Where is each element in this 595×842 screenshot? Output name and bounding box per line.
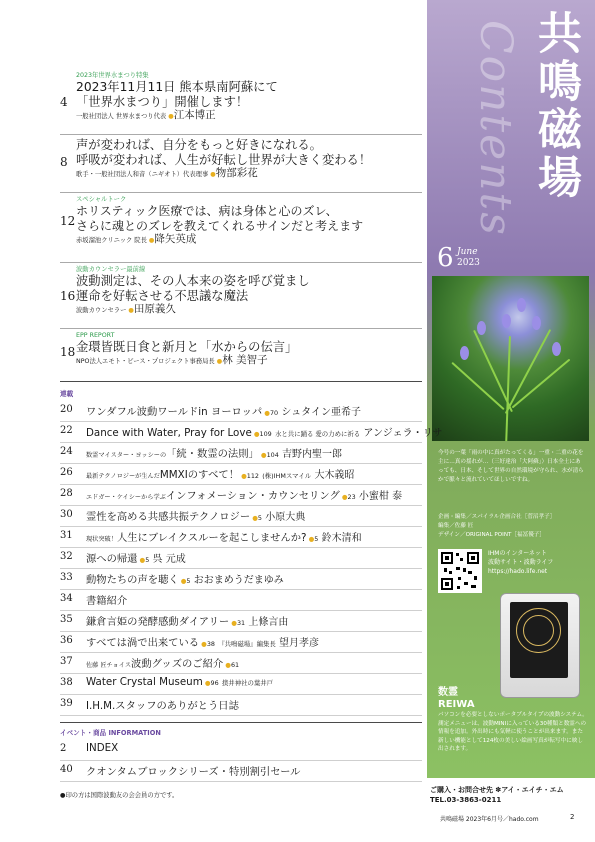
serial-author: 鈴木清和 [321, 533, 362, 544]
feature-title: ホリスティック医療では、病は身体と心のズレ、 [76, 204, 338, 218]
feature-title: 声が変われば、自分をもっと好きになれる。 [76, 138, 322, 152]
product-title [438, 687, 475, 711]
serial-page-number: 28 [60, 488, 73, 499]
member-mark-icon: ● [223, 661, 231, 669]
feature-byline: 歌手・一般社団法人和音（ニギオト）代表理事 ●物部彩花 [76, 167, 258, 179]
serial-row[interactable] [60, 484, 422, 506]
feature-tag: 波動カウンセラー最前線 [76, 266, 146, 273]
serial-page-number: 30 [60, 509, 73, 520]
issue-date [437, 243, 480, 273]
feature-title: 波動測定は、その人本来の姿を呼び覚まし [76, 274, 310, 288]
feature-item[interactable] [76, 332, 297, 367]
issue-number: 6 [437, 243, 454, 273]
serial-row[interactable] [60, 400, 422, 422]
serial-row[interactable] [60, 673, 422, 695]
serial-page-number: 39 [60, 698, 73, 709]
divider [60, 192, 422, 193]
editorial-credits [438, 513, 586, 540]
serial-title: ワンダフル波動ワールドin ヨーロッパ [86, 406, 263, 418]
serial-prefix: 数霊マイスター・ヨッシーの [86, 452, 167, 459]
serial-prefix: 佐藤 匠チョイス [86, 662, 132, 669]
event-section-label: イベント・商品 INFORMATION [60, 729, 161, 737]
serial-row[interactable] [60, 442, 422, 464]
serial-section-label: 連載 [60, 390, 74, 398]
issue-month: June [457, 247, 478, 257]
feature-page-number: 4 [60, 95, 68, 109]
member-mark-icon: ● [202, 679, 211, 687]
feature-byline: 赤坂溜池クリニック 院長 ●降矢英成 [76, 233, 197, 245]
serial-row[interactable] [60, 631, 422, 653]
serial-subtitle: (株)IHMスマイル [262, 472, 312, 480]
feature-item[interactable] [76, 138, 371, 180]
serial-title-line [86, 424, 442, 439]
event-page-number: 40 [60, 764, 73, 775]
member-mark-icon: ● [199, 640, 207, 648]
contact-info [430, 785, 564, 805]
serial-author: シュタイン亜希子 [281, 407, 361, 418]
divider [60, 262, 422, 263]
feature-tag: 2023年世界水まつり特集 [76, 72, 149, 79]
credit-line: 編集／佐藤 匠 [438, 523, 474, 529]
feature-item[interactable] [76, 196, 363, 246]
contact-line: ご購入・お問合せ先 ✽アイ・エイチ・エム [430, 786, 564, 794]
serial-page-number: 36 [60, 635, 73, 646]
member-mark-icon: ● [178, 577, 187, 585]
serial-title-line [86, 571, 284, 586]
serial-title: I.H.M.スタッフのありがとう日誌 [86, 700, 239, 712]
serial-title-line [86, 655, 239, 670]
website-line: IHMのインターネット [488, 550, 547, 557]
serial-page-number: 33 [60, 572, 73, 583]
member-mark-icon: ● [339, 493, 348, 501]
serial-title-line [86, 445, 342, 460]
serial-subtitle: 撲井神社の葉井戸 [221, 679, 274, 687]
feature-title: 「世界水まつり」開催します！ [76, 95, 249, 109]
feature-page-number: 18 [60, 345, 76, 359]
photo-caption: 今号の一葉「雨の中に真がたってくる」一重・二重の花を主に…真の揺れが…（三好達治「大阿蘇」）日本全土にあっても、日本、そして世界の自然環境が守られ、水が清らかで脈々と流れていてほしいですね。 [438, 450, 584, 483]
magazine-title: 共鳴磁場 [530, 10, 581, 202]
issue-year: 2023 [457, 258, 480, 268]
serial-title-line [86, 550, 186, 565]
serial-page-number: 35 [60, 614, 73, 625]
serial-author: 望月孝彦 [279, 638, 320, 649]
member-mark-icon: ● [239, 472, 247, 480]
serial-ref-page: 112 [246, 472, 259, 480]
serial-row[interactable] [60, 421, 443, 443]
serial-row[interactable] [60, 505, 422, 527]
serial-title-line [86, 466, 354, 481]
serial-row[interactable] [60, 589, 422, 611]
website-line: 波動サイト・波動ライフ [488, 559, 554, 566]
feature-page-number: 12 [60, 214, 76, 228]
serial-title-line [86, 529, 362, 544]
member-mark-icon: ● [251, 430, 260, 438]
serial-page-number: 34 [60, 593, 73, 604]
member-mark-icon: ● [262, 409, 270, 417]
serial-author: おおまめうだまゆみ [193, 575, 284, 586]
serial-title: 鎌倉言姫の発酵感動ダイアリー [86, 616, 230, 628]
serial-row[interactable] [60, 463, 422, 485]
product-subtitle: REIWA [438, 699, 475, 710]
member-mark-icon: ● [306, 535, 315, 543]
reiwa-device-image [500, 593, 580, 698]
serial-page-number: 32 [60, 551, 73, 562]
feature-title: 金環皆既日食と新月と「水からの伝言」 [76, 340, 298, 354]
member-mark-icon: ● [137, 556, 146, 564]
serial-page-number: 26 [60, 467, 73, 478]
serial-title-line [86, 487, 402, 502]
serial-author: アンジェラ・リサ [363, 428, 443, 439]
event-row[interactable] [60, 760, 422, 782]
serial-page-number: 24 [60, 446, 73, 457]
feature-title: 運命を好転させる不思議な魔法 [76, 289, 249, 303]
feature-item[interactable] [76, 72, 278, 122]
serial-ref-page: 104 [266, 451, 279, 459]
serial-ref-page: 96 [210, 679, 219, 687]
member-mark-icon: ● [229, 619, 237, 627]
serial-prefix: エドガー・ケイシーから学ぶ [86, 494, 166, 501]
feature-page-number: 8 [60, 155, 68, 169]
cover-flower-photo [432, 276, 589, 441]
feature-byline: 波動カウンセラー ●田原義久 [76, 303, 176, 315]
contents-watermark: Contents [470, 20, 521, 237]
serial-title: インフォメーション・カウンセリング [165, 490, 340, 502]
feature-tag: スペシャルトーク [76, 196, 127, 203]
serial-row[interactable] [60, 568, 422, 590]
serial-title-line [86, 634, 319, 649]
serial-row[interactable] [60, 694, 422, 716]
qr-code[interactable] [438, 549, 482, 593]
serial-author: 小原大典 [265, 512, 306, 523]
product-name: 数霊 [438, 687, 458, 698]
member-mark-icon: ● [258, 451, 267, 459]
serial-page-number: 20 [60, 404, 73, 415]
serial-title-line [86, 697, 239, 712]
contact-tel[interactable]: TEL.03-3863-0211 [430, 796, 502, 804]
feature-byline: NPO法人エモト・ピース・プロジェクト事務局長 ●林 美智子 [76, 354, 268, 366]
serial-author: 大木義昭 [314, 470, 355, 481]
serial-prefix: 最新テクノロジーが生んだ [86, 473, 160, 480]
serial-subtitle: 水と共に踊る 愛の力めに祈る [275, 430, 361, 438]
feature-title: 2023年11月11日 熊本県南阿蘇にて [76, 80, 278, 94]
serial-row[interactable] [60, 610, 422, 632]
page-footer: 共鳴磁場 2023年6月号／hado.com [440, 816, 539, 823]
serial-ref-page: 61 [230, 661, 240, 669]
member-note: ●印の方は国際波動友の会会員の方です。 [60, 792, 179, 799]
serial-title: 動物たちの声を聴く [86, 574, 179, 586]
event-page-number: 2 [60, 743, 67, 754]
serial-author: 吉野内聖一郎 [282, 449, 343, 460]
event-title: クオンタムブロックシリーズ・特別割引セール [86, 766, 301, 778]
serial-title-line [86, 508, 305, 523]
feature-page-number: 16 [60, 289, 76, 303]
feature-item[interactable] [76, 266, 310, 316]
serial-ref-page: 109 [259, 430, 272, 438]
serial-title: 「続・数霊の法則」 [166, 448, 259, 460]
serial-ref-page: 5 [257, 514, 262, 522]
serial-ref-page: 31 [236, 619, 246, 627]
serial-row[interactable] [60, 547, 422, 569]
feature-title: さらに魂とのズレを教えてくれるサインだと考えます [76, 219, 364, 233]
serial-title: 波動グッズのご紹介 [131, 658, 224, 670]
divider [60, 134, 422, 135]
feature-title: 呼吸が変われば、人生が好転し世界が大きく変わる！ [76, 153, 372, 167]
serial-ref-page: 70 [269, 409, 279, 417]
serial-ref-page: 5 [186, 577, 191, 585]
serial-title-line [86, 676, 273, 688]
event-title: INDEX [86, 742, 119, 754]
serial-page-number: 22 [60, 425, 73, 436]
serial-title: 霊性を高める共感共振テクノロジー [86, 511, 251, 523]
serial-ref-page: 5 [314, 535, 319, 543]
serial-title: 書籍紹介 [86, 595, 128, 607]
section-divider [60, 381, 422, 382]
divider [60, 328, 422, 329]
serial-title-line [86, 613, 288, 628]
credit-line: 企画・編集／スパイラル企画合社［菅沼孝子］ [438, 514, 556, 520]
serial-title: Dance with Water, Pray for Love [86, 427, 252, 439]
serial-ref-page: 38 [206, 640, 215, 648]
serial-author: 呉 元成 [152, 554, 186, 565]
serial-title: Water Crystal Museum [86, 676, 203, 688]
serial-page-number: 38 [60, 677, 73, 688]
product-description: パソコンを必要としないポータブルタイプの波動システム。測定メニューは、波動MINIに入っている30種類と数霊への情報を追加。外出時にも気軽に使うことが出来ます。また新しい機能として124枚の美しい絵画写真が転写中に映し出されます。 [438, 712, 588, 752]
serial-title: すべては渦で出来ている [86, 637, 200, 649]
feature-byline: 一般社団法人 世界水まつり代表 ●江本博正 [76, 109, 216, 121]
serial-subtitle: 『共鳴磁場』編集長 [218, 640, 276, 648]
serial-author: 小蜜柑 泰 [358, 491, 403, 502]
serial-author: 上條言由 [248, 617, 289, 628]
serial-title: 源への帰還 [86, 553, 138, 565]
page-number: 2 [570, 813, 575, 821]
credit-line: デザイン／ORIGINAL POINT［福冨優子］ [438, 532, 545, 538]
feature-tag: EPP REPORT [76, 332, 115, 339]
serial-page-number: 37 [60, 656, 73, 667]
serial-page-number: 31 [60, 530, 73, 541]
website-info [488, 549, 553, 576]
member-mark-icon: ● [250, 514, 258, 522]
serial-ref-page: 5 [145, 556, 150, 564]
serial-title-line [86, 592, 127, 607]
serial-title-line [86, 403, 361, 418]
serial-ref-page: 23 [347, 493, 356, 501]
serial-title: MMXIのすべて！ [159, 469, 240, 481]
serial-prefix: 現状突破！ [86, 536, 117, 543]
serial-row[interactable] [60, 652, 422, 674]
section-divider [60, 722, 422, 723]
serial-row[interactable] [60, 526, 422, 548]
serial-title: 人生にブレイクスルーを起こしませんか? [116, 532, 307, 544]
website-url[interactable]: https://hado.life.net [488, 568, 548, 575]
event-row[interactable] [60, 739, 422, 761]
